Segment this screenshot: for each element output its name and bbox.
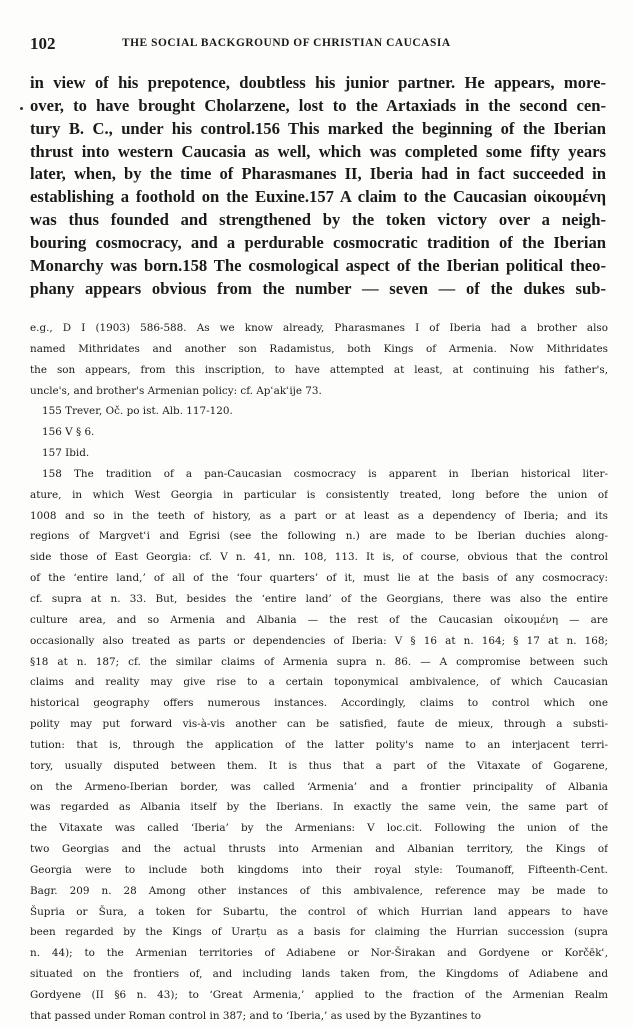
footnote-line: 1008 and so in the teeth of history, as a part or at least as a dependency of Iberia; and its: [30, 509, 608, 522]
footnote-line: regions of Margvetʿi and Egrisi (see the following n.) are made to be Iberian duchies along-: [30, 530, 608, 543]
main-text-line: Monarchy was born.158 The cosmological aspect of the Iberian political theo-: [30, 255, 606, 275]
main-text-line: tury B. C., under his control.156 This marked the beginning of the Iberian: [30, 118, 606, 138]
footnote-line: two Georgias and the actual thrusts into Armenian and Albanian territory, the Kings of: [30, 843, 608, 856]
footnote-155: 155 Trever, Oč. po ist. Alb. 117-120.: [42, 405, 233, 418]
footnote-line: culture area, and so Armenia and Albania — the rest of the Caucasian οἰκουμένη — are: [30, 613, 608, 626]
footnote-line: polity may put forward vis-à-vis another can be satisfied, faute de mieux, through a substi-: [30, 718, 608, 731]
footnote-line: cf. supra at n. 33. But, besides the ‘entire land’ of the Georgians, there was also the entire: [30, 592, 608, 605]
main-text-line: phany appears obvious from the number — seven — of the dukes sub-: [30, 278, 606, 298]
footnote-line: e.g., D I (1903) 586-588. As we know already, Pharasmanes I of Iberia had a brother also: [30, 322, 608, 334]
footnote-line: Gordyene (II §6 n. 43); to ‘Great Armenia,’ applied to the fraction of the Armenian Realm: [30, 989, 608, 1001]
footnote-158: 158 The tradition of a pan-Caucasian cosmocracy is apparent in Iberian historical liter-: [42, 467, 608, 480]
footnote-line: Georgia were to include both kingdoms into their royal style: Toumanoff, Fifteenth-Cent.: [30, 863, 608, 876]
main-text-line: was thus founded and strengthened by the token victory over a neigh-: [30, 210, 606, 230]
margin-mark: [20, 107, 23, 110]
footnote-line: the son appears, from this inscription, to have attempted at least, at continuing his father's,: [30, 363, 608, 376]
footnote-line: historical geography offers numerous instances. Accordingly, claims to control which one: [30, 697, 608, 710]
footnote-line: that passed under Roman control in 387; and to ‘Iberia,’ as used by the Byzantines to: [30, 1009, 482, 1022]
footnote-line: tution: that is, through the application of the latter polity's name to an interjacent terri-: [30, 738, 608, 751]
footnote-line: was regarded as Albania itself by the Iberians. In exactly the same vein, the same part of: [30, 801, 608, 814]
footnote-line: claims and reality may give rise to a certain toponymical ambivalence, of which Caucasian: [30, 676, 608, 689]
footnote-line: Bagr. 209 n. 28 Among other instances of this ambivalence, reference may be made to: [30, 884, 608, 897]
main-text: [30, 72, 606, 300]
footnotes: [30, 318, 608, 1027]
footnote-line: Šupria or Šura, a token for Subartu, the control of which Hurrian land appears to have: [30, 905, 608, 918]
main-text-line: later, when, by the time of Pharasmanes II, Iberia had in fact succeeded in: [30, 164, 606, 184]
main-text-line: bouring cosmocracy, and a perdurable cosmocratic tradition of the Iberian: [30, 232, 606, 252]
running-head-title: THE SOCIAL BACKGROUND OF CHRISTIAN CAUCASIA: [122, 37, 451, 49]
footnote-line: uncle's, and brother's Armenian policy: cf. Apʿakʿije 73.: [30, 384, 322, 397]
footnote-line: n. 44); to the Armenian territories of Adiabene or Nor-Širakan and Gordyene or Korčēkʿ,: [30, 947, 608, 960]
footnote-156: 156 V § 6.: [42, 426, 95, 439]
footnote-line: §18 at n. 187; cf. the similar claims of Armenia supra n. 86. — A compromise between such: [30, 655, 608, 668]
footnote-line: of the ‘entire land,’ of all of the ‘four quarters’ of it, must lie at the basis of any cosmocracy:: [30, 572, 608, 585]
footnote-157: 157 Ibid.: [42, 447, 90, 460]
footnote-line: side those of East Georgia: cf. V n. 41, nn. 108, 113. It is, of course, obvious that the control: [30, 551, 608, 564]
footnote-line: the Vitaxate was called ‘Iberia’ by the Armenians: V loc.cit. Following the union of the: [30, 822, 608, 835]
footnote-line: on the Armeno-Iberian border, was called ‘Armenia’ and a frontier principality of Albania: [30, 780, 608, 793]
footnote-line: occasionally also treated as parts or dependencies of Iberia: V § 16 at n. 164; § 17 at n. 168;: [30, 634, 608, 647]
footnote-line: named Mithridates and another son Radamistus, both Kings of Armenia. Now Mithridates: [30, 342, 608, 355]
running-head: [30, 34, 608, 56]
footnote-line: been regarded by the Kings of Urarṭu as a basis for claiming the Hurrian succession (supra: [30, 926, 608, 939]
main-text-line: thrust into western Caucasia as well, which was completed some fifty years: [30, 141, 606, 161]
footnote-line: situated on the frontiers of, and including lands taken from, the Kingdoms of Adiabene and: [30, 968, 608, 981]
footnote-line: ature, in which West Georgia in particular is consistently treated, long before the union of: [30, 488, 608, 501]
main-text-line: in view of his prepotence, doubtless his junior partner. He appears, more-: [30, 73, 606, 92]
footnote-line: tory, usually disputed between them. It is thus that a part of the Vitaxate of Gogarene,: [30, 759, 608, 772]
main-text-line: over, to have brought Cholarzene, lost to the Artaxiads in the second cen-: [30, 95, 606, 115]
main-text-line: establishing a foothold on the Euxine.157 A claim to the Caucasian οἰκουμένη: [30, 187, 606, 207]
page-number: 102: [30, 34, 56, 53]
